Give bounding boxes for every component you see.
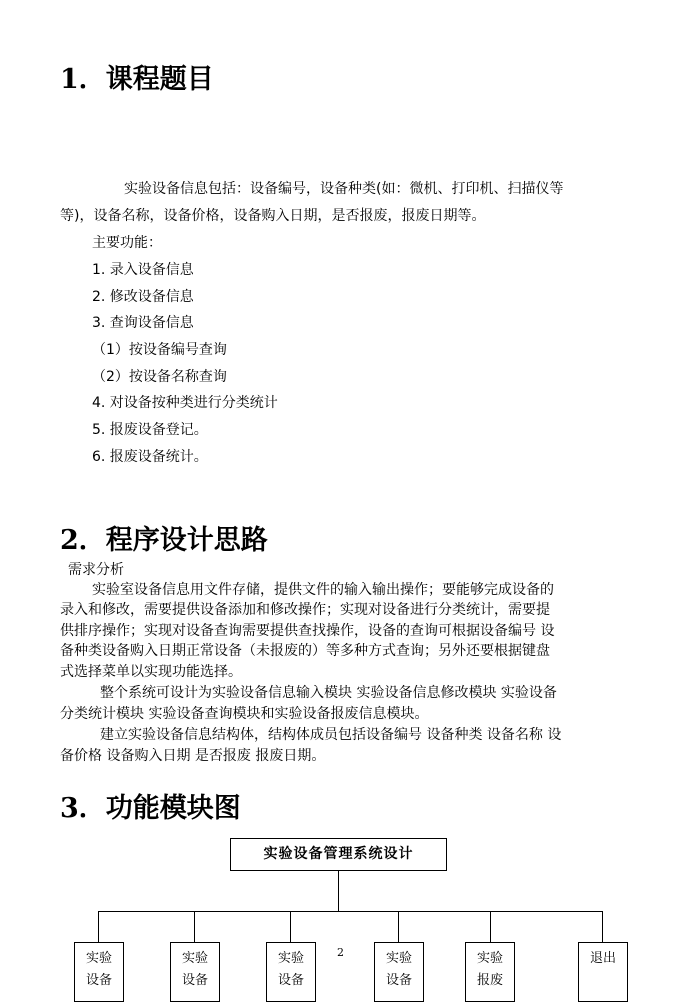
child-label-line: 实验 bbox=[385, 951, 412, 966]
function-item: 2. 修改设备信息 bbox=[92, 289, 194, 305]
section2-title: 2．程序设计思路 bbox=[60, 525, 268, 556]
child-label-line: 设备 bbox=[277, 973, 304, 988]
section1-title: 1．课程题目 bbox=[60, 64, 214, 95]
child-label-line: 实验 bbox=[277, 951, 304, 966]
child-label-line: 设备 bbox=[385, 973, 412, 988]
intro-line-1: 实验设备信息包括：设备编号，设备种类(如：微机、打印机、扫描仪等 bbox=[124, 181, 564, 197]
child-label-line: 实验 bbox=[85, 951, 112, 966]
body-line: 式选择菜单以实现功能选择。 bbox=[60, 664, 242, 680]
body-line: 实验室设备信息用文件存储，提供文件的输入输出操作；要能够完成设备的 bbox=[92, 582, 554, 598]
child-label-line: 实验 bbox=[181, 951, 208, 966]
body-line: 备种类设备购入日期正常设备（未报废的）等多种方式查询；另外还要根据键盘 bbox=[60, 643, 550, 659]
connector-child bbox=[602, 911, 603, 942]
function-item: 5. 报废设备登记。 bbox=[92, 422, 208, 438]
body-line: 分类统计模块 实验设备查询模块和实验设备报废信息模块。 bbox=[60, 706, 429, 722]
diagram-child-box bbox=[74, 942, 124, 1002]
body-line: 供排序操作；实现对设备查询需要提供查找操作，设备的查询可根据设备编号 设 bbox=[60, 623, 555, 639]
diagram-root-box bbox=[230, 838, 447, 871]
diagram-child-box bbox=[374, 942, 424, 1002]
connector-horizontal bbox=[98, 911, 603, 912]
connector-child bbox=[290, 911, 291, 942]
diagram-child-box bbox=[578, 942, 628, 1002]
diagram-child-box bbox=[170, 942, 220, 1002]
function-item: 3. 查询设备信息 bbox=[92, 315, 194, 331]
child-label-line: 退出 bbox=[589, 951, 616, 966]
diagram-root-label: 实验设备管理系统设计 bbox=[263, 846, 414, 862]
body-line: 备价格 设备购入日期 是否报废 报废日期。 bbox=[60, 748, 326, 764]
page-number: 2 bbox=[337, 946, 344, 959]
function-subitem: （1）按设备编号查询 bbox=[92, 342, 227, 358]
child-label-line: 实验 bbox=[476, 951, 503, 966]
child-label-line: 设备 bbox=[181, 973, 208, 988]
function-subitem: （2）按设备名称查询 bbox=[92, 369, 227, 385]
connector-vertical-root bbox=[338, 871, 339, 911]
body-line: 建立实验设备信息结构体，结构体成员包括设备编号 设备种类 设备名称 设 bbox=[100, 727, 562, 743]
connector-child bbox=[98, 911, 99, 942]
connector-child bbox=[194, 911, 195, 942]
diagram-child-box bbox=[465, 942, 515, 1002]
body-line: 整个系统可设计为实验设备信息输入模块 实验设备信息修改模块 实验设备 bbox=[100, 685, 557, 701]
section2-subtitle: 需求分析 bbox=[68, 562, 124, 578]
body-line: 录入和修改，需要提供设备添加和修改操作；实现对设备进行分类统计，需要提 bbox=[60, 602, 550, 618]
function-item: 6. 报废设备统计。 bbox=[92, 449, 208, 465]
child-label-line: 报废 bbox=[476, 973, 503, 988]
function-item: 1. 录入设备信息 bbox=[92, 262, 194, 278]
functions-label: 主要功能： bbox=[92, 235, 162, 251]
section3-title: 3．功能模块图 bbox=[60, 793, 241, 824]
child-label-line: 设备 bbox=[85, 973, 112, 988]
intro-line-2: 等)，设备名称，设备价格，设备购入日期，是否报废，报废日期等。 bbox=[60, 208, 486, 224]
diagram-child-box bbox=[266, 942, 316, 1002]
function-item: 4. 对设备按种类进行分类统计 bbox=[92, 395, 278, 411]
connector-child bbox=[490, 911, 491, 942]
connector-child bbox=[398, 911, 399, 942]
